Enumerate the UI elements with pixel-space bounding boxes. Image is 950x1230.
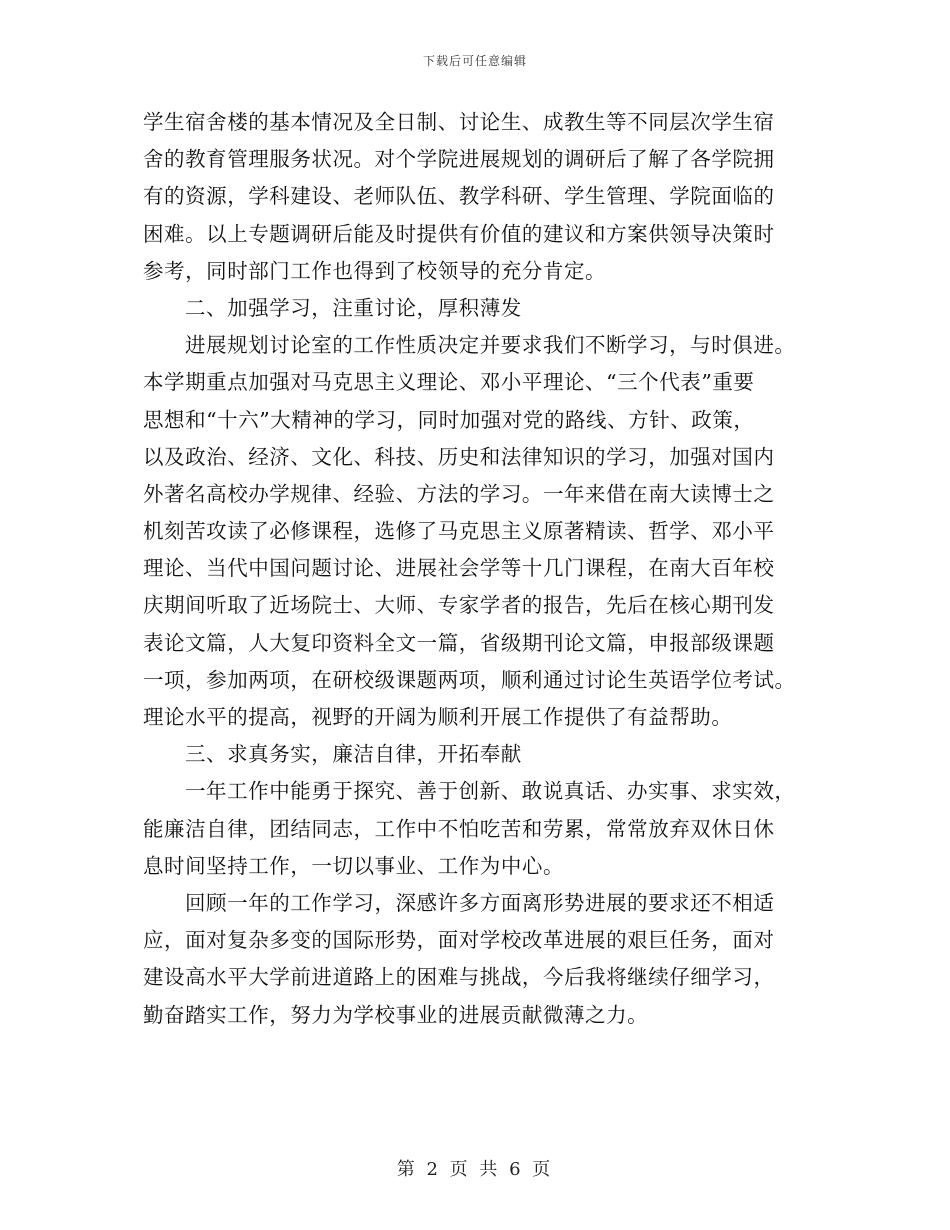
text-line: 外著名高校办学规律、经验、方法的学习。一年来借在南大读博士之 — [143, 481, 775, 506]
document-body — [143, 104, 811, 1034]
text-line: 勤奋踏实工作，努力为学校事业的进展贡献微薄之力。 — [143, 1002, 649, 1027]
text-line: 学生宿舍楼的基本情况及全日制、讨论生、成教生等不同层次学生宿 — [143, 110, 775, 134]
text-line: 以及政治、经济、文化、科技、历史和法律知识的学习，加强对国内 — [143, 444, 775, 469]
text-line: 进展规划讨论室的工作性质决定并要求我们不断学习，与时俱进。 — [185, 333, 796, 358]
text-line: 有的资源，学科建设、老师队伍、教学科研、学生管理、学院面临的 — [143, 184, 775, 209]
text-line: 能廉洁自律，团结同志，工作中不怕吃苦和劳累，常常放弃双休日休 — [143, 816, 775, 841]
text-line: 一年工作中能勇于探究、善于创新、敢说真话、办实事、求实效， — [185, 779, 796, 804]
text-line: 建设高水平大学前进道路上的困难与挑战，今后我将继续仔细学习， — [143, 965, 775, 990]
text-line: 表论文篇，人大复印资料全文一篇，省级期刊论文篇，申报部级课题 — [143, 630, 775, 655]
text-line: 思想和“十六”大精神的学习，同时加强对党的路线、方针、政策， — [143, 407, 755, 432]
page-header: 下载后可任意编辑 — [422, 54, 527, 68]
text-line: 机刻苦攻读了必修课程，选修了马克思主义原著精读、哲学、邓小平 — [143, 519, 775, 544]
page-number: 第 2 页 共 6 页 — [396, 1159, 554, 1180]
text-line: 一项，参加两项，在研校级课题两项，顺利通过讨论生英语学位考试。 — [143, 667, 796, 692]
text-line: 息时间坚持工作，一切以事业、工作为中心。 — [143, 853, 564, 878]
text-line: 困难。以上专题调研后能及时提供有价值的建议和方案供领导决策时 — [143, 221, 775, 246]
text-line: 二、加强学习，注重讨论，厚积薄发 — [185, 295, 522, 320]
text-line: 回顾一年的工作学习，深感许多方面离形势进展的要求还不相适 — [185, 890, 775, 915]
text-line: 理论、当代中国问题讨论、进展社会学等十几门课程，在南大百年校 — [143, 556, 775, 581]
text-line: 三、求真务实，廉洁自律，开拓奉献 — [185, 742, 522, 767]
text-line: 理论水平的提高，视野的开阔为顺利开展工作提供了有益帮助。 — [143, 705, 733, 729]
text-line: 参考，同时部门工作也得到了校领导的充分肯定。 — [143, 258, 607, 283]
text-line: 应，面对复杂多变的国际形势，面对学校改革进展的艰巨任务，面对 — [143, 928, 775, 953]
text-line: 本学期重点加强对马克思主义理论、邓小平理论、“三个代表”重要 — [143, 370, 755, 395]
text-line: 庆期间听取了近场院士、大师、专家学者的报告，先后在核心期刊发 — [143, 593, 775, 618]
text-line: 舍的教育管理服务状况。对个学院进展规划的调研后了解了各学院拥 — [143, 147, 775, 172]
